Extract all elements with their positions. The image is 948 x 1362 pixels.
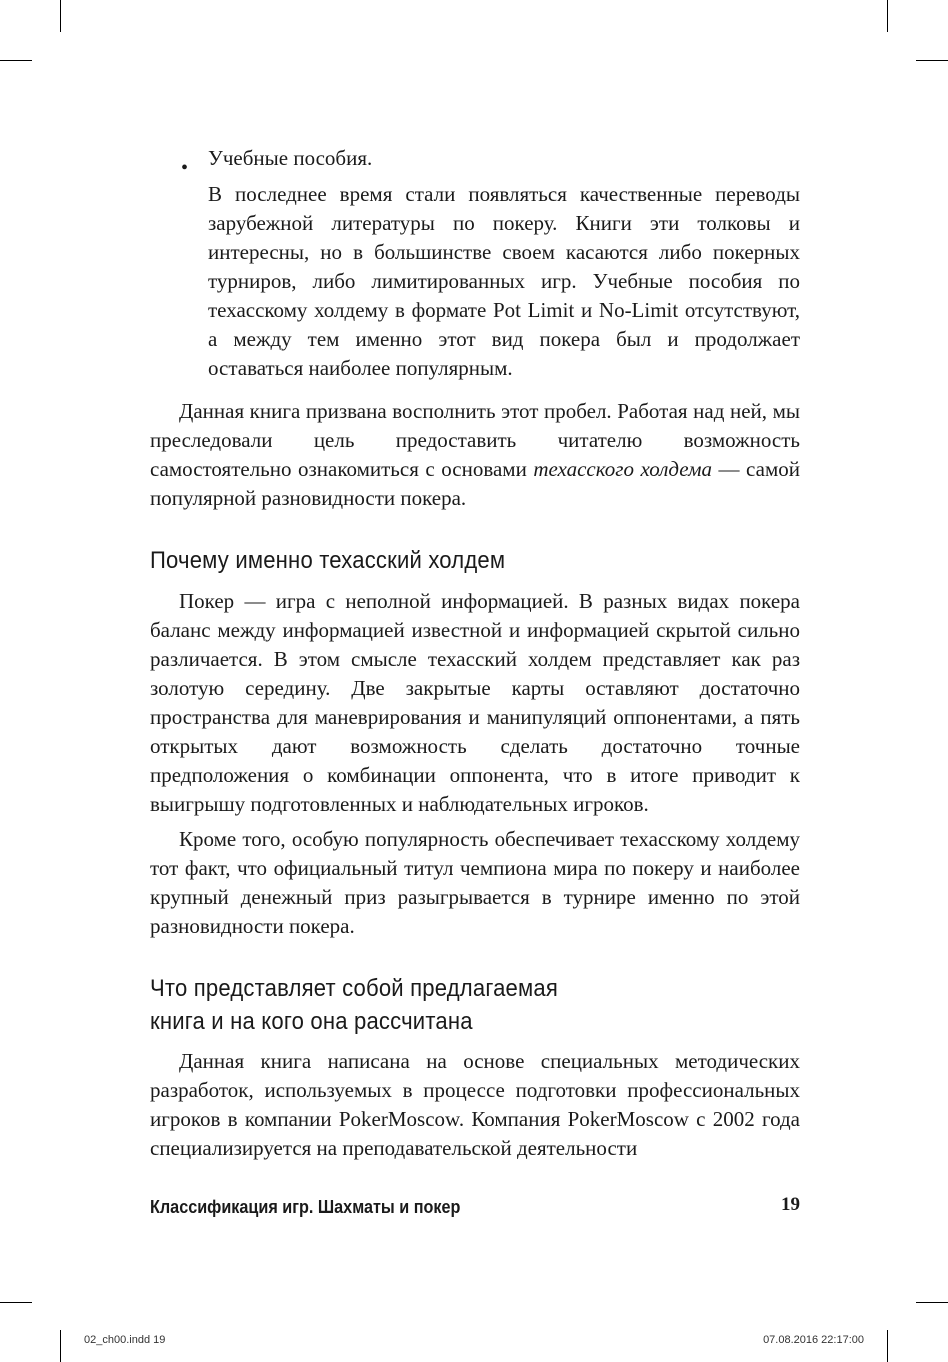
crop-mark-bottom-right-h <box>916 1302 948 1303</box>
bullet-icon: • <box>181 157 189 179</box>
crop-mark-top-left <box>60 0 61 32</box>
section1-paragraph-2: Кроме того, особую популярность обеспечивает техасскому холдему тот факт, что официальный титул чемпиона мира по покеру и наиболее крупный денежный приз разыгрывается в турнире именно по этой разновидности покера. <box>150 827 800 938</box>
intro-text-end: — самой популярной разновидности покера. <box>150 457 800 510</box>
intro-paragraph <box>150 397 800 513</box>
section-heading-about-book <box>150 972 748 1038</box>
crop-mark-top-right <box>887 0 888 32</box>
bullet-body: В последнее время стали появляться качественные переводы зарубежной литературы по покеру. Книги эти толковы и интересны, но в большинстве своем касаются либо покерных турниров, либо лимитированных игр. Учебные пособия по техасскому холдему в формате Pot Limit и No-Limit отсутствуют, а между тем именно этот вид покера был и продолжает оставаться наиболее популярным. <box>208 182 800 380</box>
crop-mark-bottom-left-h <box>0 1302 32 1303</box>
intro-text-start: Данная книга призвана восполнить этот пробел. Работая над ней, мы преследовали цель предоставить читателю возможность самостоятельно ознакомиться с основами <box>150 399 800 481</box>
intro-emphasis: техасского холдема <box>533 457 712 481</box>
section-heading-why-holdem: Почему именно техасский холдем <box>150 547 506 574</box>
crop-mark-top-left-h <box>0 60 32 61</box>
slug-datetime: 07.08.2016 22:17:00 <box>763 1334 864 1346</box>
page-number: 19 <box>781 1194 800 1215</box>
crop-mark-top-right-h <box>916 60 948 61</box>
bullet-title: Учебные пособия. <box>208 146 373 170</box>
running-footer-title: Классификация игр. Шахматы и покер <box>150 1197 461 1217</box>
crop-mark-bottom-left <box>60 1330 61 1362</box>
section2-heading-line1: Что представляет собой предлагаемая <box>150 975 558 1002</box>
section2-heading-line2: книга и на кого она рассчитана <box>150 1008 473 1035</box>
crop-mark-bottom-right <box>887 1330 888 1362</box>
slug-filename: 02_ch00.indd 19 <box>84 1334 166 1346</box>
section1-paragraph-1: Покер — игра с неполной информацией. В разных видах покера баланс между информацией известной и информацией скрытой сильно различается. В этом смысле техасский холдем представляет как раз золотую середину. Две закрытые карты оставляют достаточно пространства для маневрирования и манипуляций оппонентами, а пять открытых дают возможность сделать достаточно точные предположения о комбинации оппонента, что в итоге приводит к выигрышу подготовленных и наблюдательных игроков. <box>150 589 800 816</box>
section2-paragraph-1: Данная книга написана на основе специальных методических разработок, используемых в процессе подготовки профессиональных игроков в компании PokerMoscow. Компания PokerMoscow с 2002 года специализируется на преподавательской деятельности <box>150 1049 800 1160</box>
